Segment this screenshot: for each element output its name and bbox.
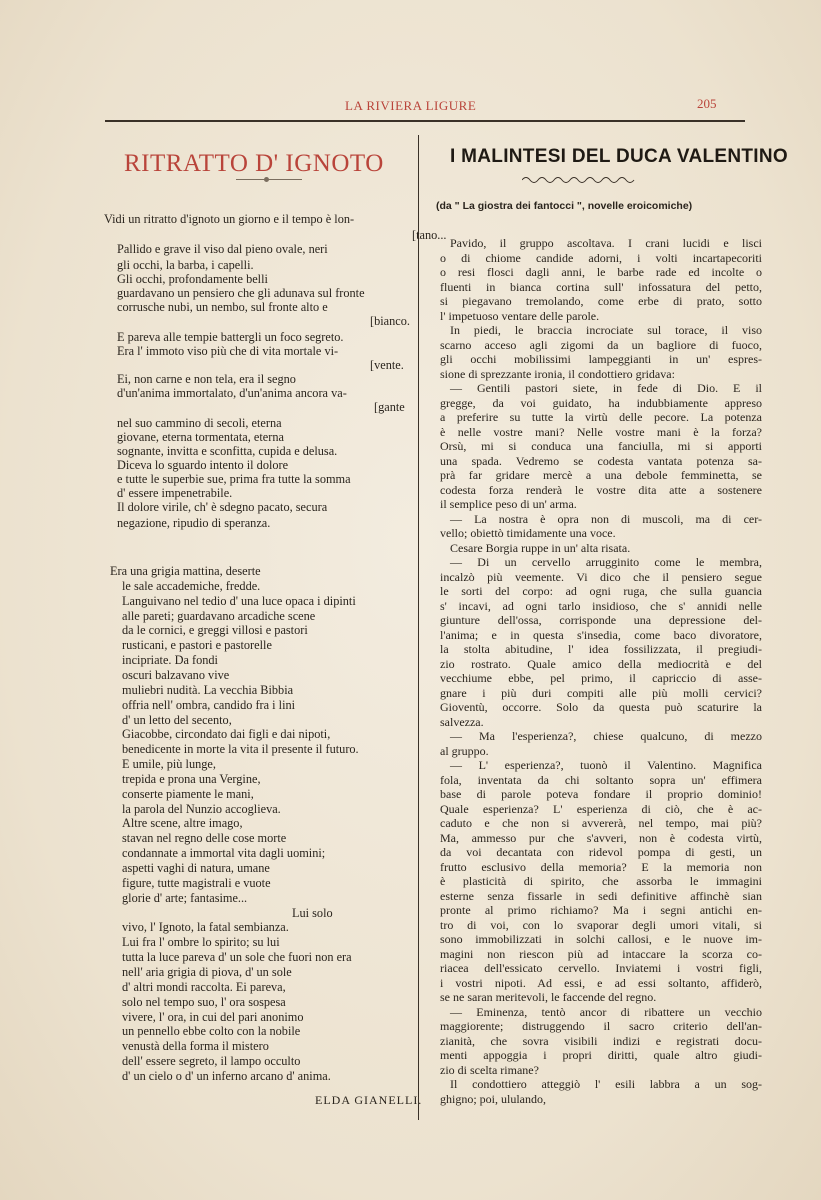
body-line: gli occhi mobilissimi lampeggianti in un' espres- bbox=[440, 352, 762, 366]
body-line: — Di un cervello arrugginito come le membra, bbox=[450, 555, 762, 569]
body-line: vecchiume ebbe, pel primo, il capriccio di asse- bbox=[440, 671, 762, 685]
body-line: — Ma l'esperienza?, chiese qualcuno, di mezzo bbox=[450, 729, 762, 743]
body-line: gnare i più duri compiti alle più molli cervici? bbox=[440, 685, 762, 700]
page-number: 205 bbox=[697, 96, 717, 111]
poem-line: [vente. bbox=[370, 358, 404, 372]
running-title: LA RIVIERA LIGURE bbox=[345, 98, 477, 113]
body-line: Gioventù, occorre. Solo da questa può scaturire la bbox=[440, 700, 762, 714]
body-line: — L' esperienza?, tuonò il Valentino. Magnifica bbox=[450, 758, 762, 772]
poem-line: Lui solo bbox=[292, 905, 333, 920]
poem-line: negazione, ripudio di speranza. bbox=[117, 516, 271, 530]
poem-line: Diceva lo sguardo intento il dolore bbox=[117, 458, 289, 472]
poem-line: Vidi un ritratto d'ignoto un giorno e il tempo è lon- bbox=[104, 212, 355, 226]
body-line: fluenti in bianca cortina sull' infossatura del petto, bbox=[440, 279, 762, 294]
author-signature: ELDA GIANELLI. bbox=[315, 1093, 423, 1107]
body-line: una spada. Vedremo se codesta vantata potenza sa- bbox=[440, 453, 762, 468]
body-line: zio di scelta rimane? bbox=[440, 1062, 539, 1077]
poem-title: RITRATTO D' IGNOTO bbox=[124, 150, 384, 177]
poem-line: Languivano nel tedio d' una luce opaca i dipinti bbox=[122, 593, 356, 608]
body-line: ghigno; poi, ululando, bbox=[440, 1091, 546, 1106]
poem-line: incipriate. Da fondi bbox=[122, 653, 218, 668]
poem-line: Era l' immoto viso più che di vita mortale vi- bbox=[117, 344, 339, 358]
poem-line: e tutte le superbie sue, prima fra tutte la somma bbox=[117, 472, 351, 486]
body-line: Orsù, mi si conduca una fanciulla, mi si apporti bbox=[440, 439, 762, 453]
body-line: o resi flosci dagli anni, le barbe rade ed incolte o bbox=[440, 265, 762, 279]
poem-line: oscuri balzavano vive bbox=[122, 667, 230, 682]
poem-line: vivo, l' Ignoto, la fatal sembianza. bbox=[122, 920, 289, 935]
body-line: prà far gridare mercè a una debole femminetta, se bbox=[440, 468, 762, 482]
body-line: tro di voi, con lo svaporar degli umori vitali, si bbox=[440, 917, 762, 932]
poem-line: la parola del Nunzio accoglieva. bbox=[122, 801, 281, 816]
body-line: base di parole poteva fondare il proprio dominio! bbox=[440, 787, 762, 801]
body-line: magini non riescon più ad intaccare la scorza co- bbox=[440, 946, 762, 961]
poem-line: [gante bbox=[374, 400, 405, 414]
column-divider bbox=[418, 135, 419, 1120]
body-line: le sorti del corpo: ad ogni ruga, che sulla guancia bbox=[440, 584, 762, 598]
body-line: l' impetuoso ventare delle parole. bbox=[440, 308, 600, 323]
body-line: incalzò più veemente. Vi dico che il pensiero segue bbox=[440, 569, 762, 584]
body-line: Ma, ammesso pur che s'avveri, non è codesta virtù, bbox=[440, 830, 762, 845]
poem-line: [bianco. bbox=[370, 314, 410, 328]
poem-line: da le cornici, e greggi villosi e pastori bbox=[122, 623, 308, 638]
body-line: caduto e che non si avvererà, nel tempo, mai più? bbox=[440, 816, 762, 830]
body-line: s' incavi, ad ogni tarlo insidioso, che s' annidi nelle bbox=[440, 598, 762, 613]
body-line: giunture dell'ossa, corrisponde una depressione del- bbox=[440, 613, 762, 627]
wavy-ornament bbox=[522, 175, 636, 185]
body-line: — La nostra è opra non di muscoli, ma di cer- bbox=[450, 511, 762, 526]
poem-line: guardavano un pensiero che gli adunava sul fronte bbox=[117, 286, 365, 300]
poem-line: tutta la luce pareva d' un sole che fuori non era bbox=[122, 950, 352, 965]
poem-line: Altre scene, altre imago, bbox=[122, 816, 243, 831]
body-line: frutto esclusivo della memoria? E la memoria non bbox=[440, 859, 762, 874]
poem-line: Ei, non carne e non tela, era il segno bbox=[117, 372, 296, 386]
body-line: maggiorente; distruggendo il sacro criterio dell'an- bbox=[440, 1019, 762, 1033]
body-line: esterne senza fissarle in sedi definitive affinchè sian bbox=[440, 888, 762, 903]
poem-line: muliebri nudità. La vecchia Bibbia bbox=[122, 682, 294, 697]
title-ornament bbox=[236, 179, 302, 180]
body-line: codesta forza renderà le vostre dita atte a sostenere bbox=[440, 482, 762, 497]
poem-line: Il dolore virile, ch' è sdegno pacato, secura bbox=[117, 500, 328, 514]
body-line: riacea dell'essicato cervello. Inviatemi i vostri figli, bbox=[440, 961, 762, 975]
poem-line: nel suo cammino di secoli, eterna bbox=[117, 416, 282, 430]
poem-line: Gli occhi, profondamente belli bbox=[117, 272, 268, 286]
body-line: Quale esperienza? L' esperienza di ciò, che è ac- bbox=[440, 801, 762, 816]
body-line: Pavido, il gruppo ascoltava. I crani lucidi e lisci bbox=[450, 236, 762, 250]
poem-line: d'un'anima immortalato, d'un'anima ancora va- bbox=[117, 386, 347, 400]
poem-line: giovane, eterna tormentata, eterna bbox=[117, 430, 284, 444]
poem-line: offria nell' ombra, candido fra i lini bbox=[122, 697, 296, 712]
poem-line: solo nel tempo suo, l' ora sospesa bbox=[122, 994, 286, 1009]
poem-line: aspetti vaghi di natura, umane bbox=[122, 861, 270, 875]
poem-line: d' un letto del secento, bbox=[122, 712, 232, 727]
body-line: si piegavano tremolando, come erbe di prato, sotto bbox=[440, 294, 762, 308]
body-line: — Eminenza, tentò ancor di ribattere un vecchio bbox=[450, 1004, 762, 1019]
body-line: la stolta abitudine, l' idea fossilizzata, il pregiudi- bbox=[440, 642, 762, 656]
body-line: vello; obiettò timidamente una voce. bbox=[440, 526, 616, 540]
body-line: da voi decantata con ridevol pompa di gesti, un bbox=[440, 845, 762, 859]
poem-line: dell' essere segreto, il lampo occulto bbox=[122, 1054, 301, 1069]
poem-line: condannate a immortal vita dagli uomini; bbox=[122, 846, 326, 861]
poem-line: stavan nel regno delle cose morte bbox=[122, 831, 287, 846]
body-line: è nelle vostre mani? Nelle vostre mani è la forza? bbox=[440, 424, 762, 439]
poem-line: venustà della forma il mistero bbox=[122, 1039, 269, 1054]
poem-line: d' un cielo o d' un inferno arcano d' anima. bbox=[122, 1068, 331, 1083]
body-line: al gruppo. bbox=[440, 743, 489, 758]
body-line: Il condottiero atteggiò l' esili labbra a un sog- bbox=[450, 1077, 762, 1091]
body-line: o di chiome candide adorni, i volti incartapecoriti bbox=[440, 250, 762, 265]
body-line: sono immobilizzati in solchi callosi, e le nuove im- bbox=[440, 932, 762, 946]
poem-line: Lui fra l' ombre lo spirito; su lui bbox=[122, 935, 280, 950]
poem-line: rusticani, e pastori e pastorelle bbox=[122, 638, 272, 653]
poem-line: figure, tutte magistrali e vuote bbox=[122, 875, 271, 890]
poem-line: d' altri mondi raccolta. Ei pareva, bbox=[122, 979, 286, 994]
poem-line: E umile, più lunge, bbox=[122, 757, 216, 772]
story-title: I MALINTESI DEL DUCA VALENTINO bbox=[450, 146, 788, 167]
body-line: — Gentili pastori siete, in fede di Dio. E il bbox=[450, 381, 762, 395]
body-line: sione di sprezzante ironia, il condottiero gridava: bbox=[440, 366, 675, 381]
poem-line: d' essere impenetrabile. bbox=[117, 486, 233, 500]
poem-line: vivere, l' ora, in cui del pari anonimo bbox=[122, 1009, 304, 1024]
poem-line: E pareva alle tempie battergli un foco segreto. bbox=[117, 330, 344, 344]
poem-line: un pennello ebbe colto con la nobile bbox=[122, 1024, 301, 1039]
poem-line: nell' aria grigia di piova, d' un sole bbox=[122, 964, 292, 979]
body-line: salvezza. bbox=[440, 714, 484, 729]
body-line: In piedi, le braccia incrociate sul torace, il viso bbox=[450, 323, 762, 337]
poem-line: Pallido e grave il viso dal pieno ovale, neri bbox=[117, 242, 328, 256]
body-line: Cesare Borgia ruppe in un' alta risata. bbox=[450, 540, 631, 555]
body-line: zio rostrato. Quale amico della mediocrità e del bbox=[440, 656, 762, 671]
story-source: (da " La giostra dei fantocci ", novelle eroicomiche) bbox=[436, 200, 693, 212]
poem-line: alle pareti; guardavano arcadiche scene bbox=[122, 608, 316, 623]
poem-line: le sale accademiche, fredde. bbox=[122, 578, 261, 593]
poem-line: glorie d' arte; fantasime... bbox=[122, 890, 248, 905]
body-line: fola, inventata da chi soltanto sopra un' effimera bbox=[440, 772, 762, 787]
body-line: zianità, che sovra visibili indizi e registrati docu- bbox=[440, 1033, 762, 1048]
body-line: se ne saran meritevoli, le faccende del regno. bbox=[440, 990, 657, 1004]
header-rule bbox=[105, 120, 745, 122]
poem-line: gli occhi, la barba, i capelli. bbox=[117, 258, 254, 272]
body-line: a preferire su tutte la virtù delle pecore. La potenza bbox=[440, 410, 762, 424]
poem-line: sognante, invitta e sconfitta, cupida e delusa. bbox=[117, 444, 338, 458]
body-line: è plasticità di spirito, che assorba le immagini bbox=[440, 874, 762, 888]
poem-line: benedicente in morte la vita il presente il futuro. bbox=[122, 742, 359, 757]
body-line: menti appoggia i propri diritti, quale altro giudi- bbox=[440, 1048, 762, 1062]
body-line: gregge, da voi guidato, ha indubbiamente appreso bbox=[440, 395, 762, 410]
body-line: i vostri nipoti. Ad essi, e ad essi soltanto, affiderò, bbox=[440, 975, 762, 990]
poem-line: Giacobbe, circondato dai figli e dai nipoti, bbox=[122, 727, 331, 742]
story-body bbox=[440, 236, 762, 1106]
body-line: scarno acceso agli zigomi da un bagliore di fuoco, bbox=[440, 337, 762, 352]
poem-line: conserte piamente le mani, bbox=[122, 786, 254, 801]
poem-line: Era una grigia mattina, deserte bbox=[110, 564, 261, 578]
poem-line: trepida e prona una Vergine, bbox=[122, 771, 261, 786]
poem-line: corrusche nubi, un nembo, sul fronte alto e bbox=[117, 300, 328, 314]
body-line: pronte al primo richiamo? Ma i segni antichi en- bbox=[440, 903, 762, 917]
poem-line: [tano... bbox=[412, 228, 447, 242]
body-line: l'anima; e in questa s'insedia, come baco divoratore, bbox=[440, 627, 762, 642]
body-line: il semplice peso di un' arma. bbox=[440, 497, 577, 511]
